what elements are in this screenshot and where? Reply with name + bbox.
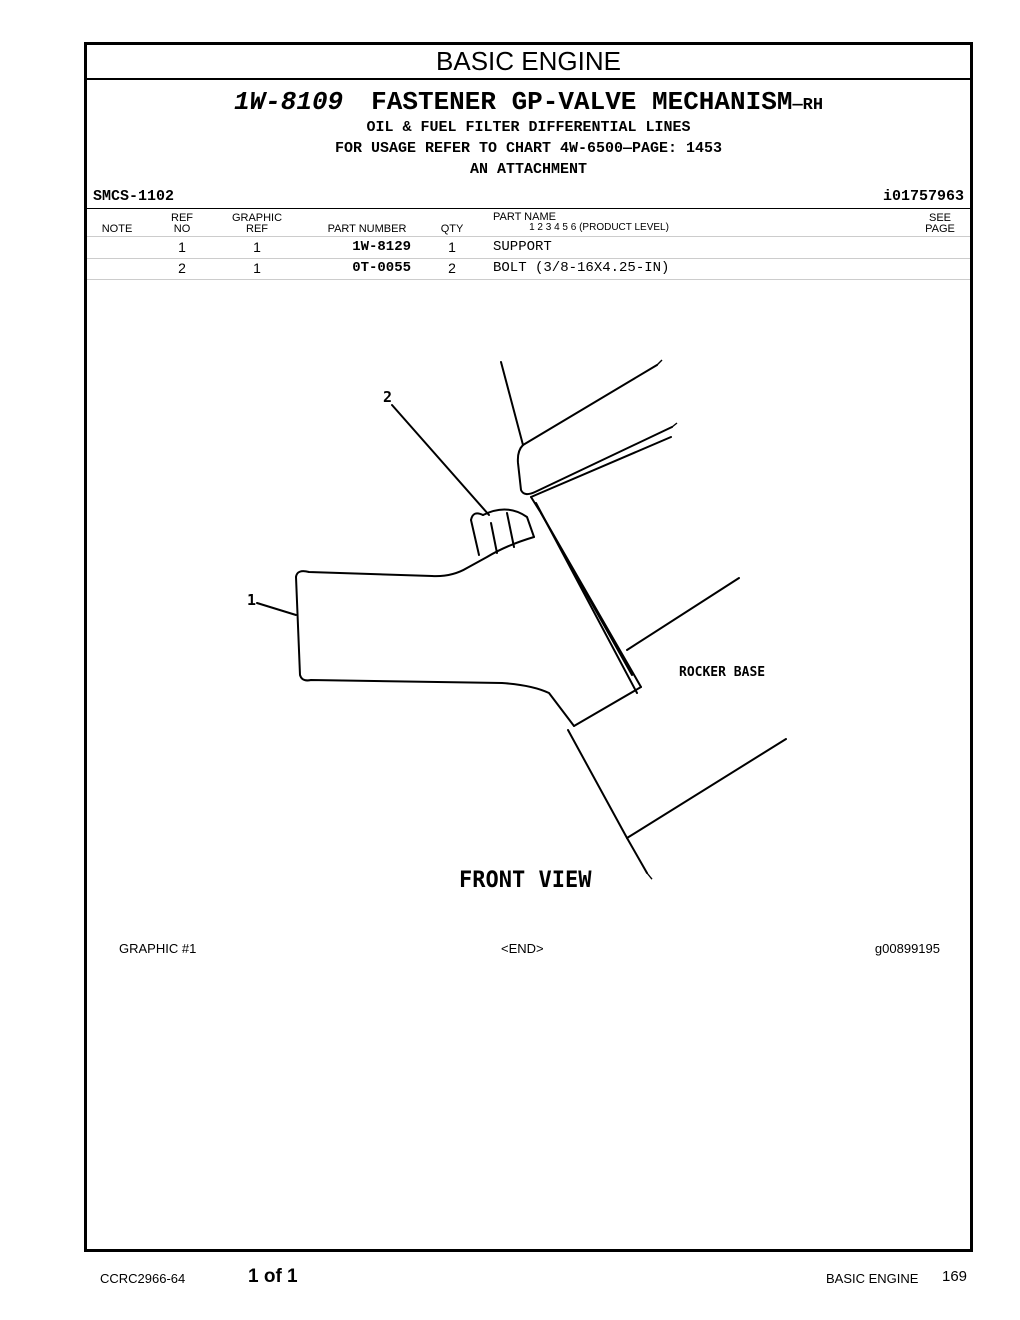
group-name: FASTENER GP-VALVE MECHANISM bbox=[371, 87, 793, 117]
row-graphic-ref: 1 bbox=[253, 260, 261, 276]
smcs-code: SMCS-1102 bbox=[93, 188, 175, 205]
callout-2: 2 bbox=[383, 388, 393, 406]
group-suffix: —RH bbox=[792, 96, 824, 115]
row-part-name: BOLT (3/8-16X4.25-IN) bbox=[493, 260, 670, 276]
row-qty: 1 bbox=[448, 239, 456, 255]
col-qty: QTY bbox=[440, 223, 464, 235]
row-qty: 2 bbox=[448, 260, 456, 276]
graphic-end-marker: <END> bbox=[501, 941, 544, 956]
subtitle-line-3: AN ATTACHMENT bbox=[469, 161, 588, 178]
subtitle-line-1: OIL & FUEL FILTER DIFFERENTIAL LINES bbox=[366, 119, 691, 136]
document-code: CCRC2966-64 bbox=[100, 1271, 186, 1286]
graphic-number: GRAPHIC #1 bbox=[119, 941, 197, 956]
subtitle-line-2: FOR USAGE REFER TO CHART 4W-6500—PAGE: 1453 bbox=[334, 140, 723, 157]
col-ref-no-top: REF bbox=[171, 212, 193, 224]
rocker-base-label: ROCKER BASE bbox=[679, 665, 766, 680]
callout-1: 1 bbox=[247, 591, 257, 609]
col-part-name: PART NAME bbox=[493, 211, 556, 223]
row-part-number: 1W-8129 bbox=[352, 239, 411, 255]
page-frame bbox=[84, 42, 973, 1252]
col-product-level: 1 2 3 4 5 6 (PRODUCT LEVEL) bbox=[529, 222, 669, 233]
col-part-number: PART NUMBER bbox=[327, 223, 407, 235]
col-graphic-ref-bottom: REF bbox=[246, 223, 268, 235]
document-id: i01757963 bbox=[882, 188, 964, 205]
row-part-number: 0T-0055 bbox=[352, 260, 411, 276]
row-ref-no: 1 bbox=[178, 239, 186, 255]
group-part-number: 1W-8109 bbox=[233, 87, 344, 117]
row-part-name: SUPPORT bbox=[493, 239, 552, 255]
row-graphic-ref: 1 bbox=[253, 239, 261, 255]
page-number: 169 bbox=[942, 1268, 968, 1285]
graphic-id: g00899195 bbox=[874, 941, 940, 956]
col-ref-no-bottom: NO bbox=[173, 223, 191, 235]
page-of: 1 of 1 bbox=[248, 1266, 298, 1287]
section-title: BASIC ENGINE bbox=[87, 45, 970, 80]
exploded-view-graphic bbox=[87, 45, 970, 1245]
col-note: NOTE bbox=[101, 223, 133, 235]
col-graphic-ref-top: GRAPHIC bbox=[231, 212, 283, 224]
col-see-page-bottom: PAGE bbox=[925, 223, 955, 235]
footer-section: BASIC ENGINE bbox=[826, 1271, 919, 1286]
row-ref-no: 2 bbox=[178, 260, 186, 276]
front-view-label: FRONT VIEW bbox=[459, 868, 592, 893]
col-see-page-top: SEE bbox=[928, 212, 951, 224]
